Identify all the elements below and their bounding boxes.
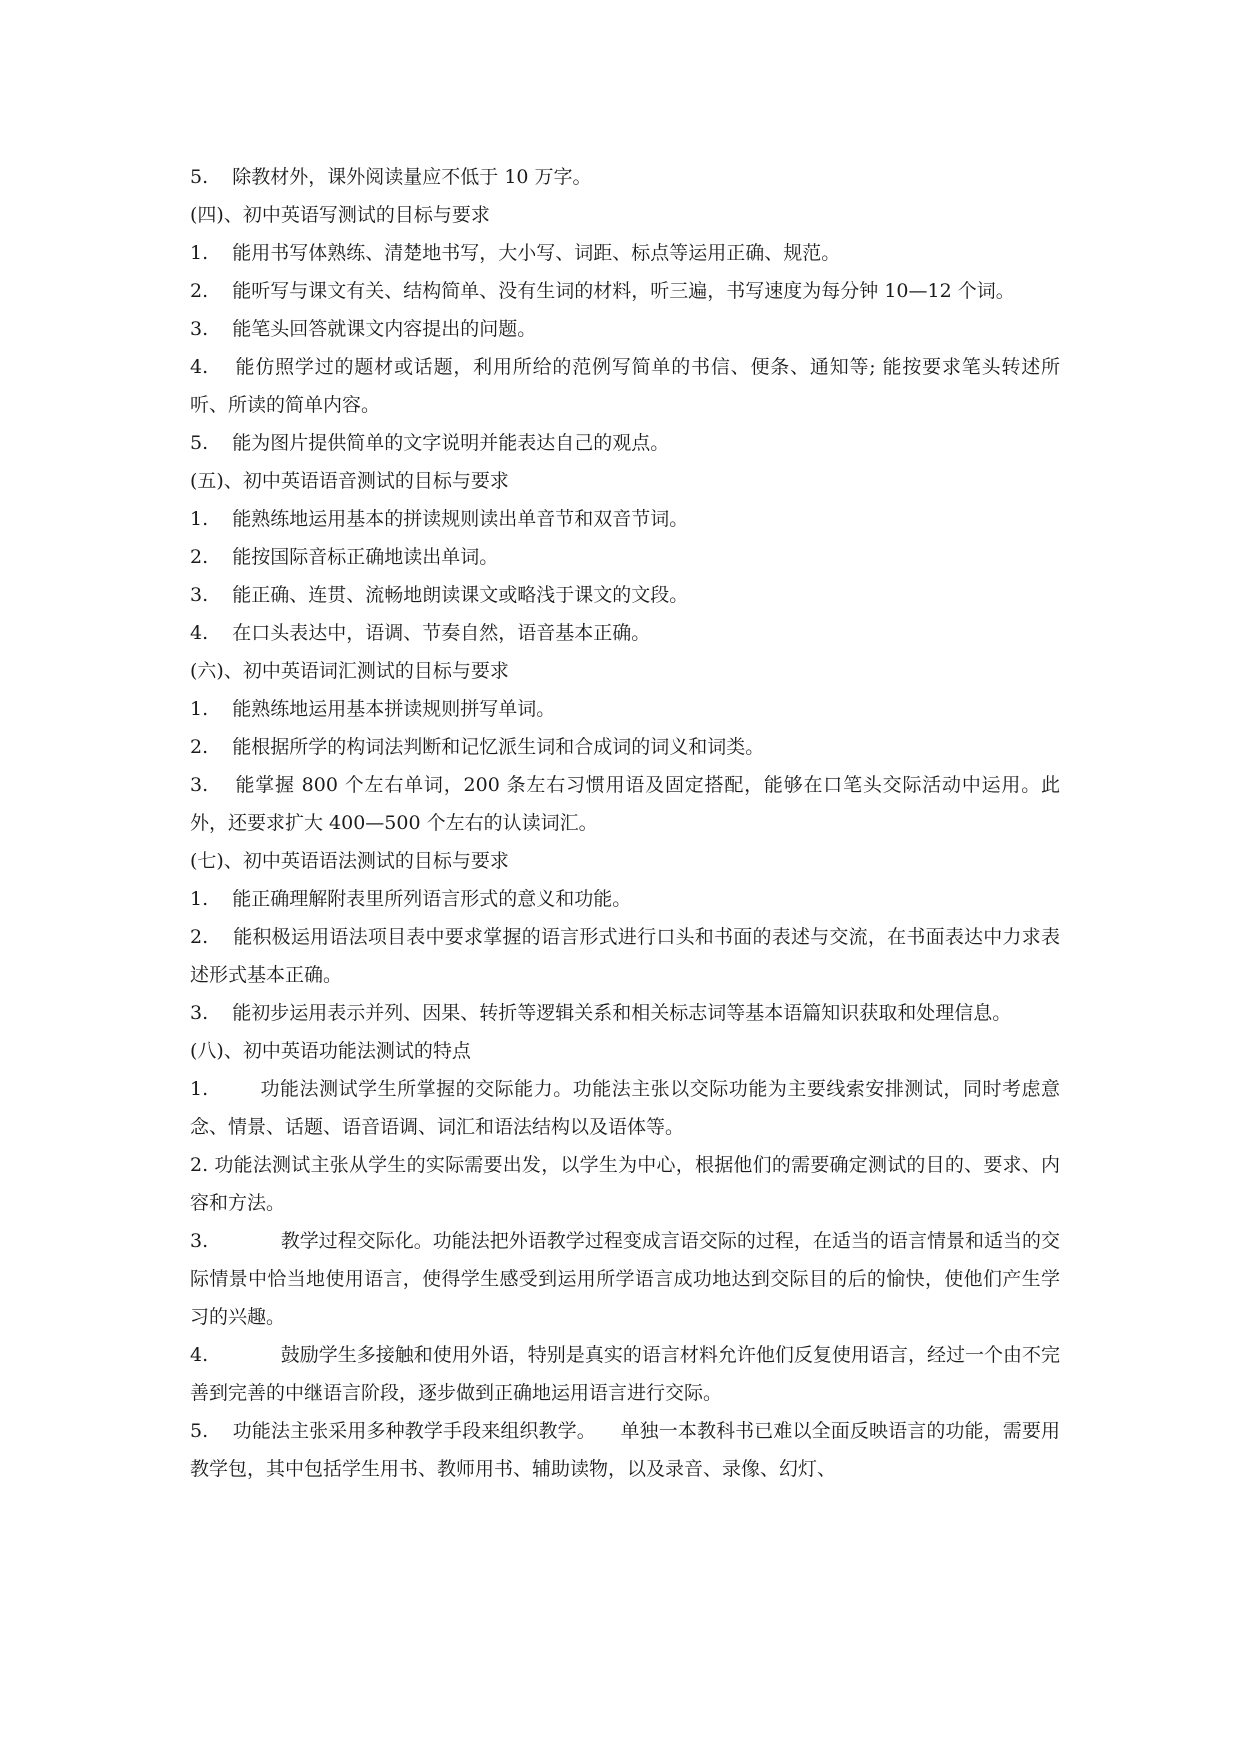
list-item-writing-4: 4. 能仿照学过的题材或话题，利用所给的范例写简单的书信、便条、通知等; 能按要求笔头转述所听、所读的简单内容。 [190, 356, 1060, 416]
list-item-vocabulary-2: 2. 能根据所学的构词法判断和记忆派生词和合成词的词义和词类。 [190, 736, 765, 758]
list-item-reading-amount: 5. 除教材外，课外阅读量应不低于 10 万字。 [190, 166, 592, 188]
list-item-vocabulary-3: 3. 能掌握 800 个左右单词，200 条左右习惯用语及固定搭配，能够在口笔头交际活动中运用。此外，还要求扩大 400—500 个左右的认读词汇。 [190, 774, 1060, 834]
list-item-writing-3: 3. 能笔头回答就课文内容提出的问题。 [190, 318, 537, 340]
list-item-pronunciation-1: 1. 能熟练地运用基本的拼读规则读出单音节和双音节词。 [190, 508, 689, 530]
list-item-pronunciation-2: 2. 能按国际音标正确地读出单词。 [190, 546, 499, 568]
list-item-functional-3: 3. 教学过程交际化。功能法把外语教学过程变成言语交际的过程，在适当的语言情景和适当的交际情景中恰当地使用语言，使得学生感受到运用所学语言成功地达到交际目的后的愉快，使他们产生学习的兴趣。 [190, 1230, 1060, 1328]
section-heading-grammar: (七)、初中英语语法测试的目标与要求 [190, 850, 509, 872]
section-heading-functional: (八)、初中英语功能法测试的特点 [190, 1040, 471, 1062]
list-item-pronunciation-4: 4. 在口头表达中，语调、节奏自然，语音基本正确。 [190, 622, 651, 644]
list-item-writing-5: 5. 能为图片提供简单的文字说明并能表达自己的观点。 [190, 432, 670, 454]
section-heading-vocabulary: (六)、初中英语词汇测试的目标与要求 [190, 660, 509, 682]
section-heading-writing: (四)、初中英语写测试的目标与要求 [190, 204, 490, 226]
list-item-functional-1: 1. 功能法测试学生所掌握的交际能力。功能法主张以交际功能为主要线索安排测试，同时考虑意念、情景、话题、语音语调、词汇和语法结构以及语体等。 [190, 1078, 1060, 1138]
list-item-functional-4: 4. 鼓励学生多接触和使用外语，特别是真实的语言材料允许他们反复使用语言，经过一个由不完善到完善的中继语言阶段，逐步做到正确地运用语言进行交际。 [190, 1344, 1060, 1404]
list-item-grammar-2: 2. 能积极运用语法项目表中要求掌握的语言形式进行口头和书面的表述与交流，在书面表达中力求表述形式基本正确。 [190, 926, 1060, 986]
list-item-vocabulary-1: 1. 能熟练地运用基本拼读规则拼写单词。 [190, 698, 556, 720]
list-item-writing-2: 2. 能听写与课文有关、结构简单、没有生词的材料，听三遍，书写速度为每分钟 10—12 个词。 [190, 280, 1015, 302]
list-item-grammar-3: 3. 能初步运用表示并列、因果、转折等逻辑关系和相关标志词等基本语篇知识获取和处理信息。 [190, 1002, 1012, 1024]
list-item-functional-2: 2. 功能法测试主张从学生的实际需要出发，以学生为中心，根据他们的需要确定测试的目的、要求、内容和方法。 [190, 1154, 1060, 1214]
list-item-writing-1: 1. 能用书写体熟练、清楚地书写，大小写、词距、标点等运用正确、规范。 [190, 242, 841, 264]
list-item-functional-5: 5. 功能法主张采用多种教学手段来组织教学。 单独一本教科书已难以全面反映语言的功能，需要用教学包，其中包括学生用书、教师用书、辅助读物，以及录音、录像、幻灯、 [190, 1420, 1060, 1480]
list-item-pronunciation-3: 3. 能正确、连贯、流畅地朗读课文或略浅于课文的文段。 [190, 584, 689, 606]
section-heading-pronunciation: (五)、初中英语语音测试的目标与要求 [190, 470, 509, 492]
list-item-grammar-1: 1. 能正确理解附表里所列语言形式的意义和功能。 [190, 888, 632, 910]
document-body [190, 158, 1060, 1488]
